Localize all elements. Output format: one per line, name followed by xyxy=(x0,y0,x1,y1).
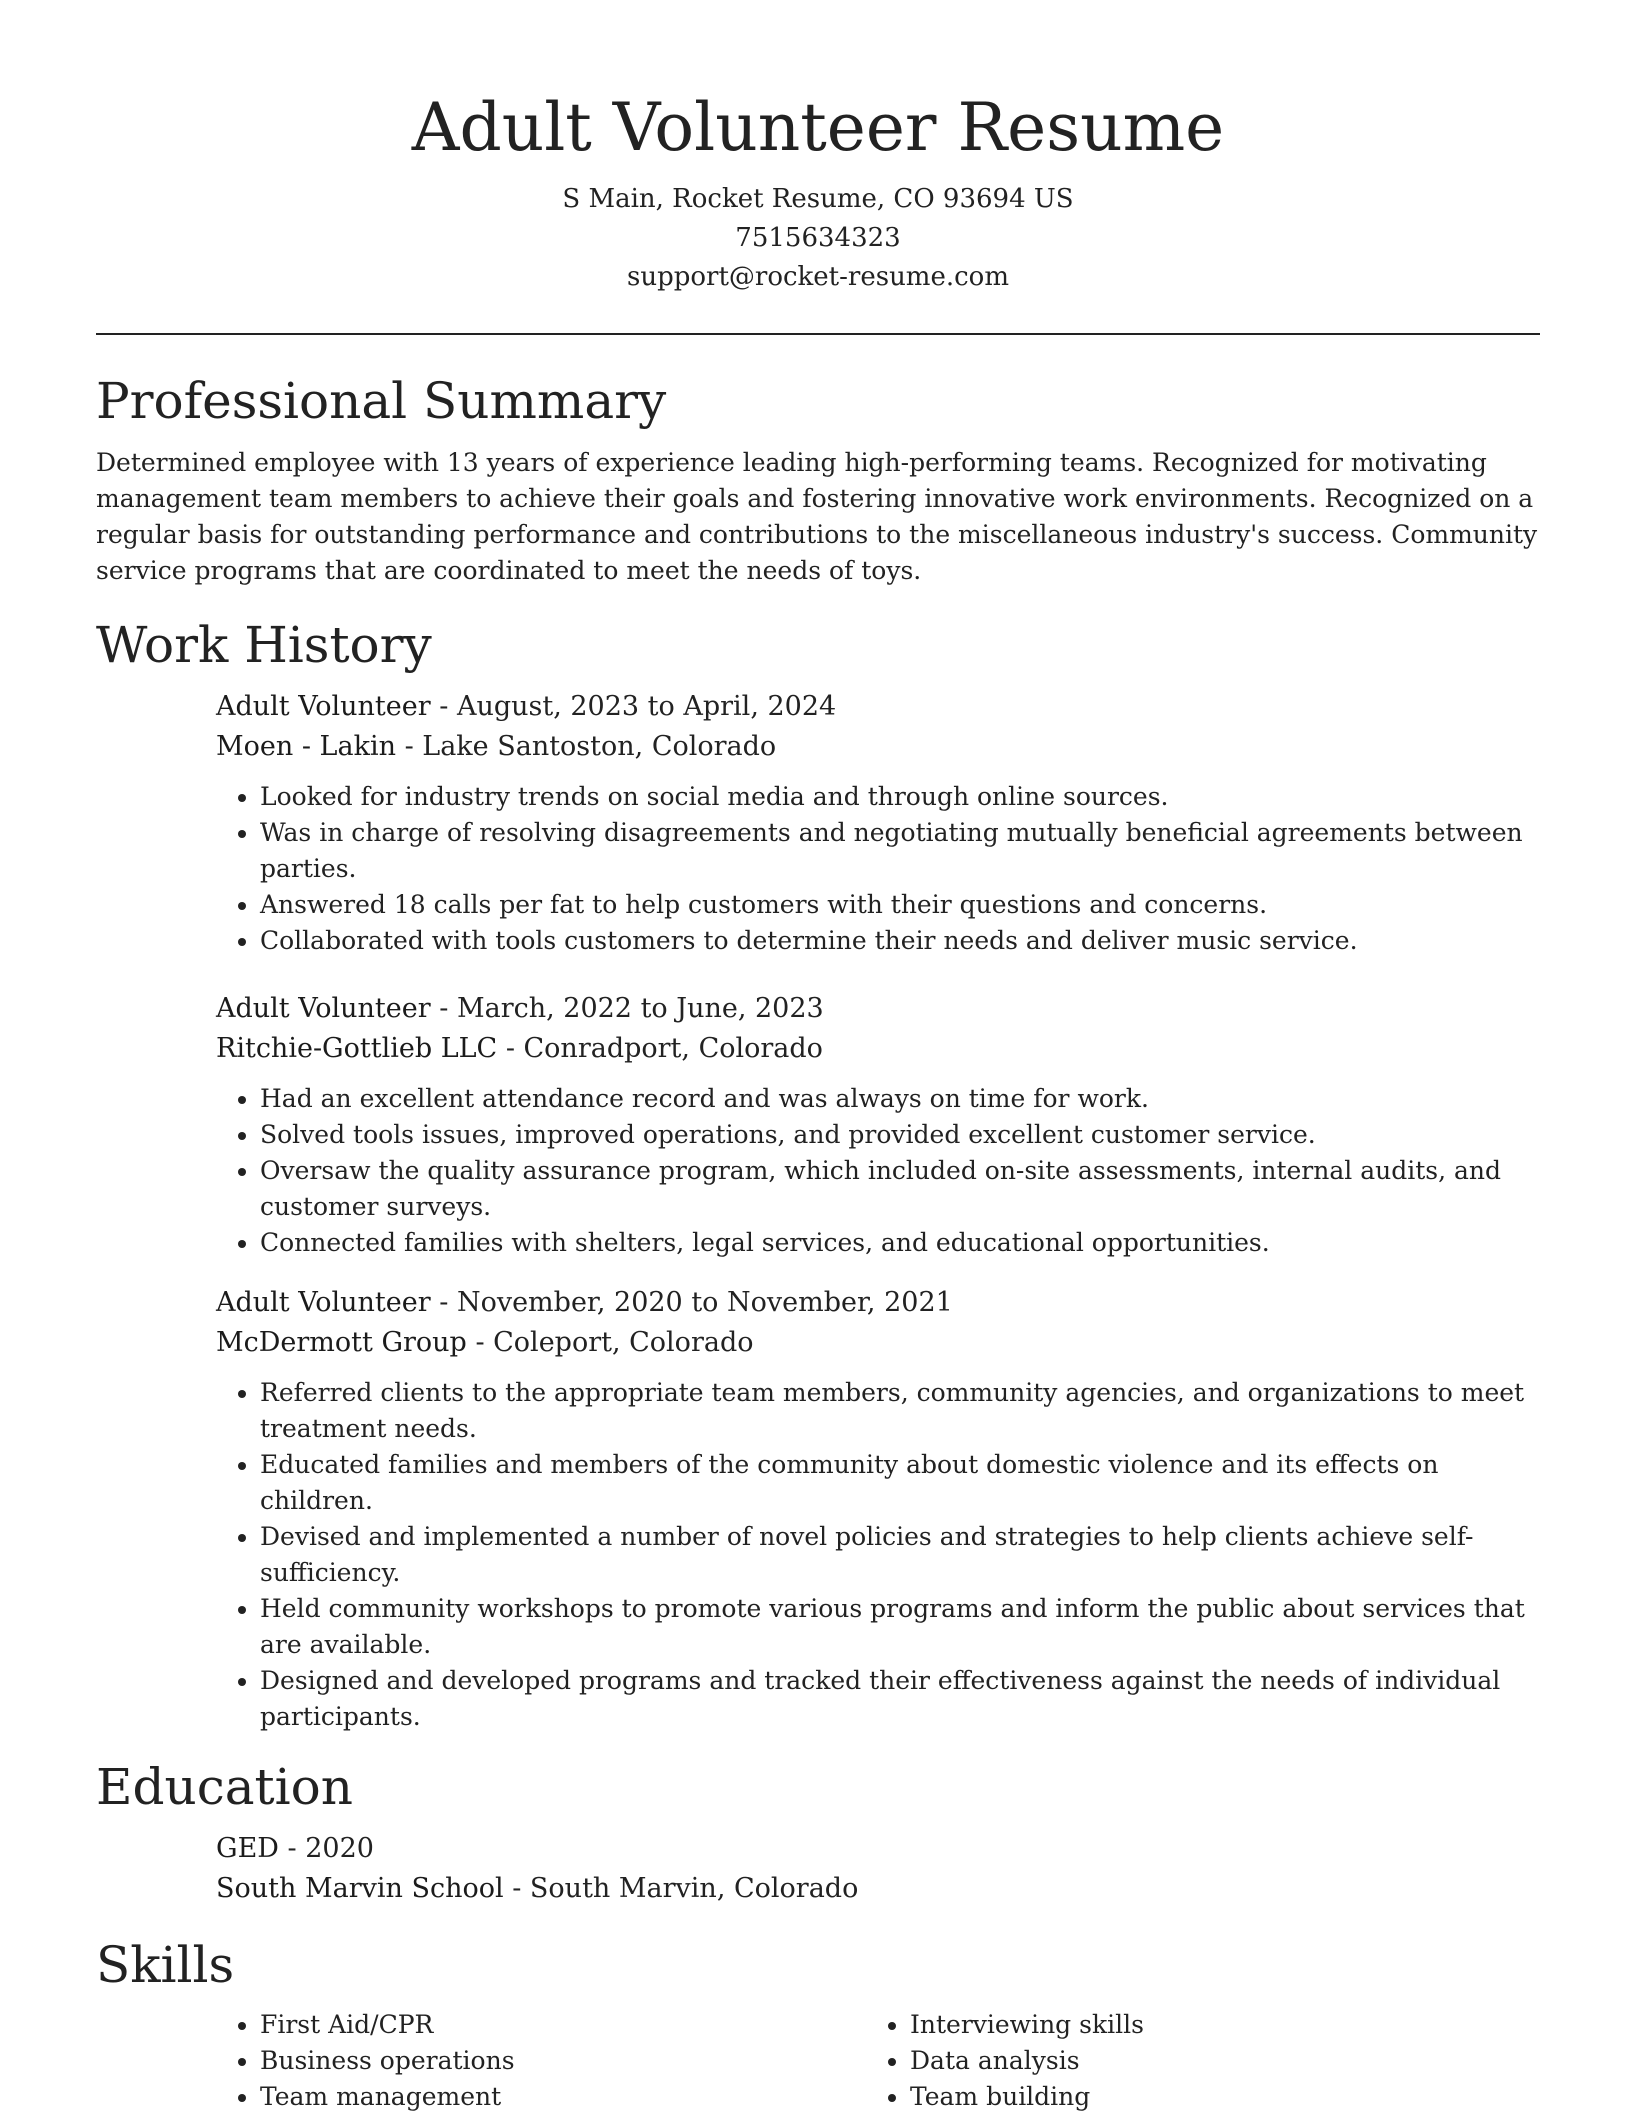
job-company-line xyxy=(216,1029,1540,1069)
header-divider xyxy=(96,333,1540,335)
job-duties-list xyxy=(216,1081,1540,1261)
summary-heading: Professional Summary xyxy=(96,372,667,430)
job-duty: • Held community workshops to promote various programs and inform the public about services that are available. xyxy=(260,1591,1540,1663)
skills-list xyxy=(866,2007,1516,2115)
job-entry xyxy=(216,989,1540,1261)
education-location: - South Marvin, Colorado xyxy=(503,1873,859,1904)
work-history-section xyxy=(96,615,1540,1735)
job-company: McDermott Group xyxy=(216,1327,467,1358)
job-duty: • Referred clients to the appropriate team members, community agencies, and organizations to meet treatment needs. xyxy=(260,1375,1540,1447)
skills-column-left xyxy=(216,2007,866,2115)
job-title: Adult Volunteer xyxy=(216,993,431,1024)
job-location: - Lake Santoston, Colorado xyxy=(395,731,777,762)
education-year: - 2020 xyxy=(278,1833,374,1864)
job-duty: • Had an excellent attendance record and was always on time for work. xyxy=(260,1081,1540,1117)
job-duty: • Devised and implemented a number of novel policies and strategies to help clients achieve self-sufficiency. xyxy=(260,1519,1540,1591)
job-duties-list xyxy=(216,1375,1540,1735)
job-title-line xyxy=(216,989,1540,1029)
job-title: Adult Volunteer xyxy=(216,1287,431,1318)
job-entry xyxy=(216,687,1540,959)
education-entry xyxy=(216,1829,1540,1909)
skills-section xyxy=(96,1935,1540,2115)
skills-column-right xyxy=(866,2007,1516,2115)
contact-address: S Main, Rocket Resume, CO 93694 US xyxy=(562,184,1074,214)
job-duty: • Designed and developed programs and tracked their effectiveness against the needs of individual participants. xyxy=(260,1663,1540,1735)
education-degree: GED xyxy=(216,1833,279,1864)
job-company: Ritchie-Gottlieb LLC xyxy=(216,1033,498,1064)
education-school-line xyxy=(216,1869,1540,1909)
job-title-line xyxy=(216,1283,1540,1323)
resume-header xyxy=(96,0,1540,297)
skills-grid xyxy=(216,2007,1540,2115)
contact-phone: 7515634323 xyxy=(735,223,901,253)
job-duties-list xyxy=(216,779,1540,959)
resume-title: Adult Volunteer Resume xyxy=(411,89,1225,166)
skill-item: • First Aid/CPR xyxy=(260,2007,866,2043)
education-degree-line xyxy=(216,1829,1540,1869)
summary-section xyxy=(96,371,1540,589)
job-entry xyxy=(216,1283,1540,1735)
job-duty: • Answered 18 calls per fat to help customers with their questions and concerns. xyxy=(260,887,1540,923)
education-heading: Education xyxy=(96,1758,353,1816)
job-duty: • Connected families with shelters, legal services, and educational opportunities. xyxy=(260,1225,1540,1261)
contact-email: support@rocket-resume.com xyxy=(626,262,1009,292)
job-company-line xyxy=(216,1323,1540,1363)
job-dates: - March, 2022 to June, 2023 xyxy=(430,993,824,1024)
education-section xyxy=(96,1757,1540,1909)
job-title-line xyxy=(216,687,1540,727)
skills-list xyxy=(216,2007,866,2115)
job-company: Moen - Lakin xyxy=(216,731,396,762)
skill-item: • Team building xyxy=(910,2079,1516,2115)
job-location: - Coleport, Colorado xyxy=(466,1327,754,1358)
work-history-heading: Work History xyxy=(96,616,432,674)
skill-item: • Team management xyxy=(260,2079,866,2115)
summary-text: Determined employee with 13 years of experience leading high-performing teams. Recognized for motivating management team members to achieve their goals and fostering innovative work environments. Recognized on a regular basis for outstanding performance and contributions to the miscellaneous industry's success. Community service programs that are coordinated to meet the needs of toys. xyxy=(96,448,1538,585)
skill-item: • Interviewing skills xyxy=(910,2007,1516,2043)
job-duty: • Oversaw the quality assurance program, which included on-site assessments, internal audits, and customer surveys. xyxy=(260,1153,1540,1225)
skills-heading: Skills xyxy=(96,1936,235,1994)
job-dates: - November, 2020 to November, 2021 xyxy=(430,1287,953,1318)
job-duty: • Looked for industry trends on social media and through online sources. xyxy=(260,779,1540,815)
job-title: Adult Volunteer xyxy=(216,691,431,722)
education-school: South Marvin School xyxy=(216,1873,504,1904)
skill-item: • Business operations xyxy=(260,2043,866,2079)
resume-page xyxy=(96,0,1540,2115)
job-duty: • Educated families and members of the community about domestic violence and its effects on children. xyxy=(260,1447,1540,1519)
job-duty: • Was in charge of resolving disagreements and negotiating mutually beneficial agreements between parties. xyxy=(260,815,1540,887)
job-duty: • Solved tools issues, improved operations, and provided excellent customer service. xyxy=(260,1117,1540,1153)
contact-block xyxy=(96,180,1540,297)
job-company-line xyxy=(216,727,1540,767)
job-dates: - August, 2023 to April, 2024 xyxy=(430,691,837,722)
skill-item: • Data analysis xyxy=(910,2043,1516,2079)
job-location: - Conradport, Colorado xyxy=(497,1033,823,1064)
job-duty: • Collaborated with tools customers to determine their needs and deliver music service. xyxy=(260,923,1540,959)
